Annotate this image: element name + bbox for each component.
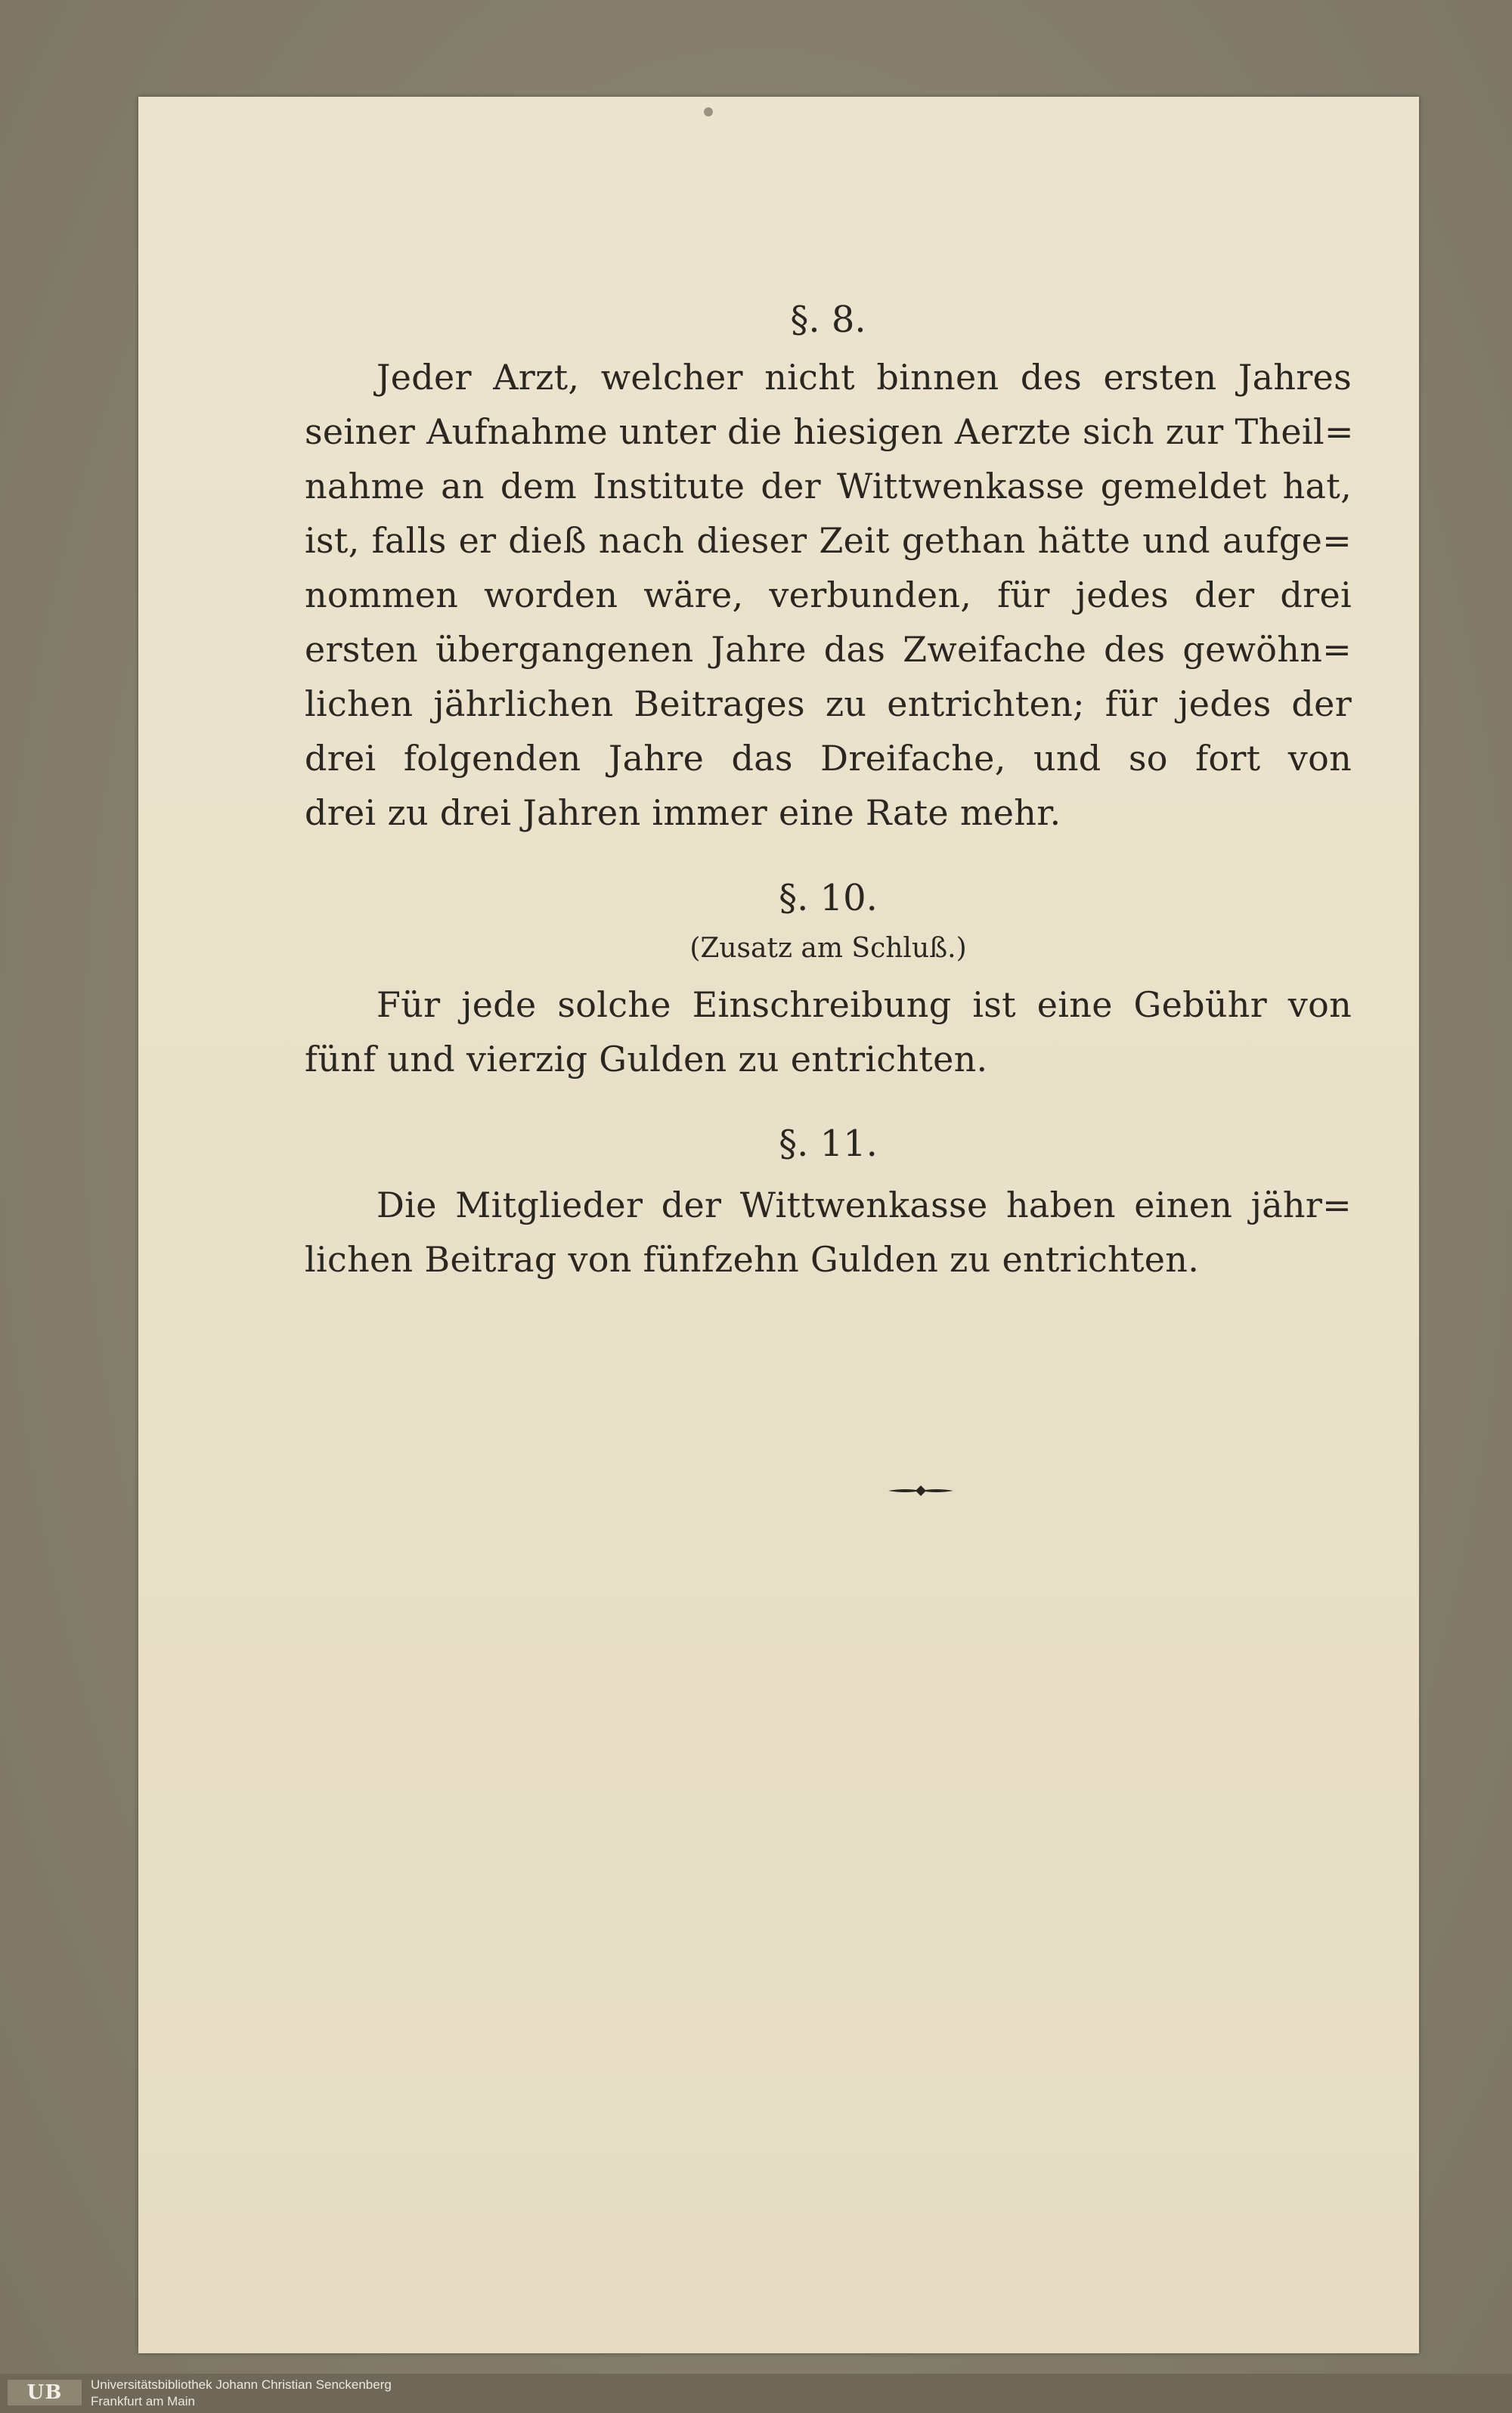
section-heading-11: §. 11.: [779, 1123, 878, 1165]
text-line: Jeder Arzt, welcher nicht binnen des ersten Jahres: [376, 357, 1352, 398]
footer-line-1: Universitätsbibliothek Johann Christian Senckenberg: [91, 2377, 392, 2392]
section-heading-10: §. 10.: [779, 877, 878, 919]
text-line: nahme an dem Institute der Wittwenkasse gemeldet hat,: [305, 466, 1352, 506]
text-line: nommen worden wäre, verbunden, für jedes der drei: [305, 575, 1352, 615]
text-line: seiner Aufnahme unter die hiesigen Aerzte sich zur Theil=: [305, 411, 1354, 452]
text-line: Die Mitglieder der Wittwenkasse haben einen jähr=: [376, 1185, 1352, 1225]
page-text: [305, 97, 1352, 2353]
text-line: Für jede solche Einschreibung ist eine Gebühr von: [376, 984, 1352, 1025]
text-line: ersten übergangenen Jahre das Zweifache des gewöhn=: [305, 629, 1352, 670]
text-line: drei zu drei Jahren immer eine Rate mehr.: [305, 792, 1061, 833]
text-line: drei folgenden Jahre das Dreifache, und so fort von: [305, 738, 1352, 779]
section-heading-8: §. 8.: [790, 299, 866, 341]
text-line: lichen jährlichen Beitrages zu entrichten; für jedes der: [305, 683, 1352, 724]
section-subheading: (Zusatz am Schluß.): [689, 933, 967, 964]
ornament-rule-icon: [887, 1482, 955, 1500]
text-line: ist, falls er dieß nach dieser Zeit gethan hätte und aufge=: [305, 520, 1352, 561]
text-line: fünf und vierzig Gulden zu entrichten.: [305, 1039, 988, 1080]
document-page: [138, 97, 1419, 2353]
footer-line-2: Frankfurt am Main: [91, 2394, 195, 2408]
text-line: lichen Beitrag von fünfzehn Gulden zu entrichten.: [305, 1239, 1200, 1280]
ub-logo: UB: [8, 2380, 82, 2405]
library-footer: [0, 2374, 1512, 2413]
footer-attribution: [91, 2377, 392, 2410]
